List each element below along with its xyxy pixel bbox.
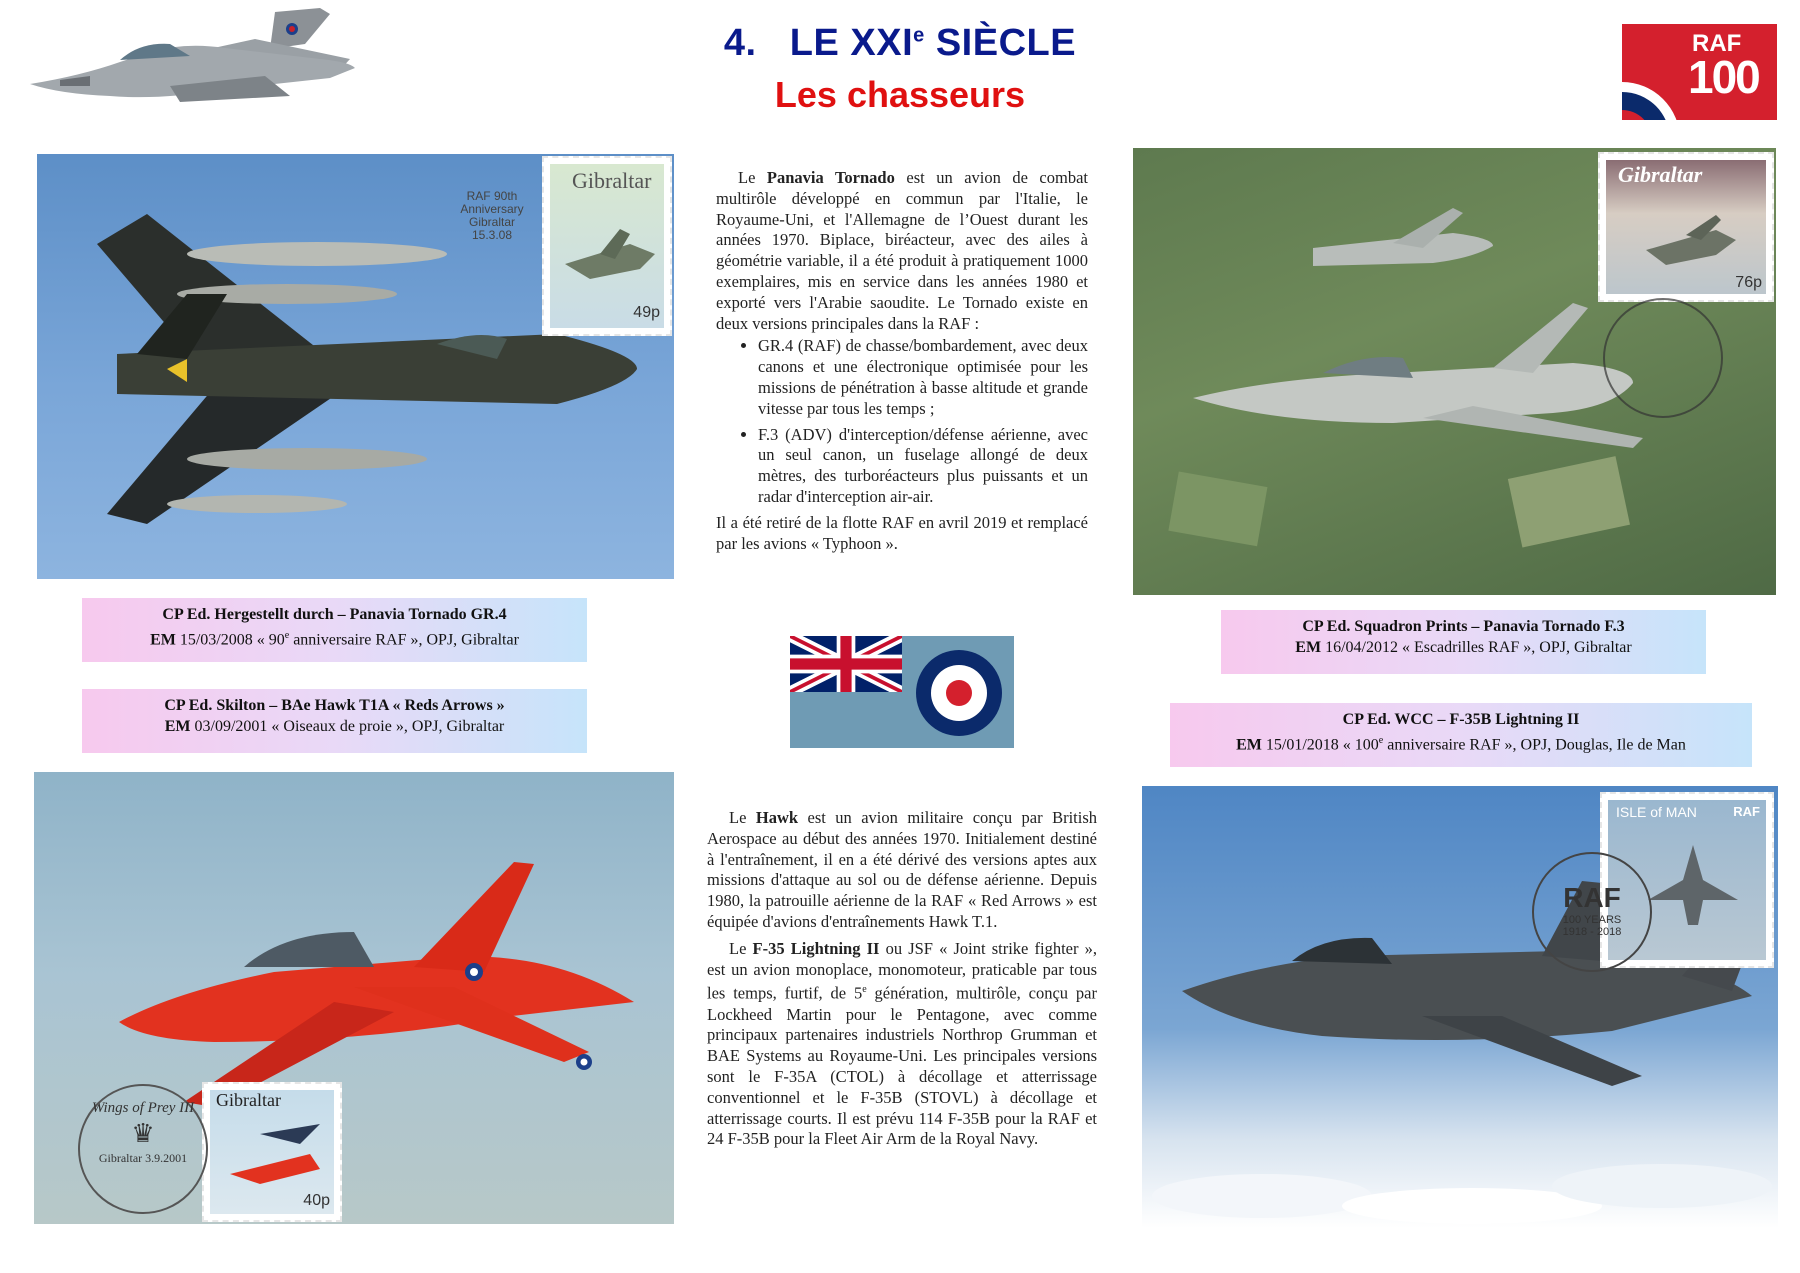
stamp-value-label: 40p xyxy=(303,1192,330,1209)
caption-tornado-f3: CP Ed. Squadron Prints – Panavia Tornado F.3 EM 16/04/2012 « Escadrilles RAF », OPJ, Gibraltar xyxy=(1221,610,1706,674)
hawk-postcard xyxy=(34,772,674,1224)
tornado-gr4-bullet: • GR.4 (RAF) de chasse/bombardement, avec deux canons et une électronique optimisée pour les missions de pénétration à basse altitude et grande vitesse par tous les temps ; xyxy=(758,336,1088,419)
raf-roundel-icon xyxy=(914,648,1004,738)
union-jack-icon xyxy=(790,636,902,692)
page-title: 4. LE XXIe SIÈCLE xyxy=(723,22,1077,64)
stamp-country-label: Gibraltar xyxy=(1618,162,1703,187)
caption-hawk: CP Ed. Skilton – BAe Hawk T1A « Reds Arrows » EM 03/09/2001 « Oiseaux de proie », OPJ, Gibraltar xyxy=(82,689,587,753)
page-subtitle: Les chasseurs xyxy=(774,74,1026,115)
stamp-raf-badge: RAF xyxy=(1733,804,1760,819)
caption-f35b: CP Ed. WCC – F-35B Lightning II EM 15/01/2018 « 100e anniversaire RAF », OPJ, Douglas, Ile de Man xyxy=(1170,703,1752,767)
raf-100-years-postmark: RAF 100 YEARS 1918 - 2018 xyxy=(1532,852,1652,972)
raf-100-logo xyxy=(1622,24,1777,120)
gibraltar-stamp-76p xyxy=(1598,152,1774,302)
tornado-gr4-postcard xyxy=(37,154,674,579)
stamp-country-label: Gibraltar xyxy=(216,1090,281,1110)
stamp-value-label: 49p xyxy=(633,304,660,321)
logo-raf-text: RAF xyxy=(1692,30,1742,57)
stamp-country-label: ISLE of MAN xyxy=(1616,804,1697,820)
f35b-postcard xyxy=(1142,786,1778,1228)
logo-100-text: 100 xyxy=(1688,51,1759,103)
wings-of-prey-postmark: Wings of Prey III ♛ Gibraltar 3.9.2001 xyxy=(78,1084,208,1214)
tornado-description: Le Panavia Tornado est un avion de combat multirôle développé en commun par l'Italie, le Royaume-Uni, et l'Allemagne de l’Ouest durant les années 1970. Biplace, biréacteur, avec des ailes à géométrie variable, il a été produit à pratiquement 1000 exemplaires, mis en service dans les années 1980 et exporté vers l'Arabie saoudite. Le Tornado existe en deux versions principales dans la RAF : • GR.4 (RAF) de chasse/bombardement, avec deux canons et une électronique optimisée pour les missions de pénétration à basse altitude et grande vitesse par tous les temps ; • F.3 (ADV) d'interception/défense aérienne, avec un seul canon, un fuselage allongé de deux mètres, des turboréacteurs plus puissants et un radar d'interception air-air. Il a été retiré de la flotte RAF en avril 2019 et remplacé par les avions « Typhoon ». xyxy=(716,168,1088,554)
stamp-value-label: 76p xyxy=(1735,274,1762,291)
tornado-f3-bullet: • F.3 (ADV) d'interception/défense aérienne, avec un seul canon, un fuselage allongé de deux mètres, des turboréacteurs plus puissants et un radar d'interception air-air. xyxy=(758,425,1088,508)
raf-90th-postmark: RAF 90th Anniversary Gibraltar 15.3.08 xyxy=(460,189,524,242)
hawk-f35-description: Le Hawk est un avion militaire conçu par British Aerospace au début des années 1970. Initialement destiné à l'entraînement, il en a été dérivé des versions aptes aux missions d'attaque au sol ou de défense aérienne. Depuis 1980, la patrouille aérienne de la RAF « Red Arrows » est équipée d'avions d'entraînements Hawk T.1. Le F-35 Lightning II ou JSF « Joint strike fighter », est un avion monoplace, monomoteur, praticable par tous les temps, furtif, de 5e génération, multirôle, conçu par Lockheed Martin pour le Pentagone, avec comme principaux partenaires industriels Northrop Grumman et BAE Systems au Royaume-Uni. Les principales versions sont le F-35A (CTOL) à décollage et atterrissage conventionnel et le F-35B (STOVL) à décollage et atterrissage courts. Il est prévu 114 F-35B pour la RAF et 24 F-35B pour la Fleet Air Arm de la Royal Navy. xyxy=(707,808,1098,1149)
tornado-f3-postcard xyxy=(1133,148,1776,595)
gibraltar-stamp-49p xyxy=(542,156,672,336)
caption-tornado-gr4: CP Ed. Hergestellt durch – Panavia Tornado GR.4 EM 15/03/2008 « 90e anniversaire RAF », OPJ, Gibraltar xyxy=(82,598,587,662)
raf-ensign-flag xyxy=(790,636,1014,748)
gibraltar-stamp-40p xyxy=(202,1082,342,1222)
tornado-retirement-text: Il a été retiré de la flotte RAF en avril 2019 et remplacé par les avions « Typhoon ». xyxy=(716,512,1088,553)
stamp-country-label: Gibraltar xyxy=(572,168,652,193)
raf-squadrons-postmark xyxy=(1603,298,1723,418)
